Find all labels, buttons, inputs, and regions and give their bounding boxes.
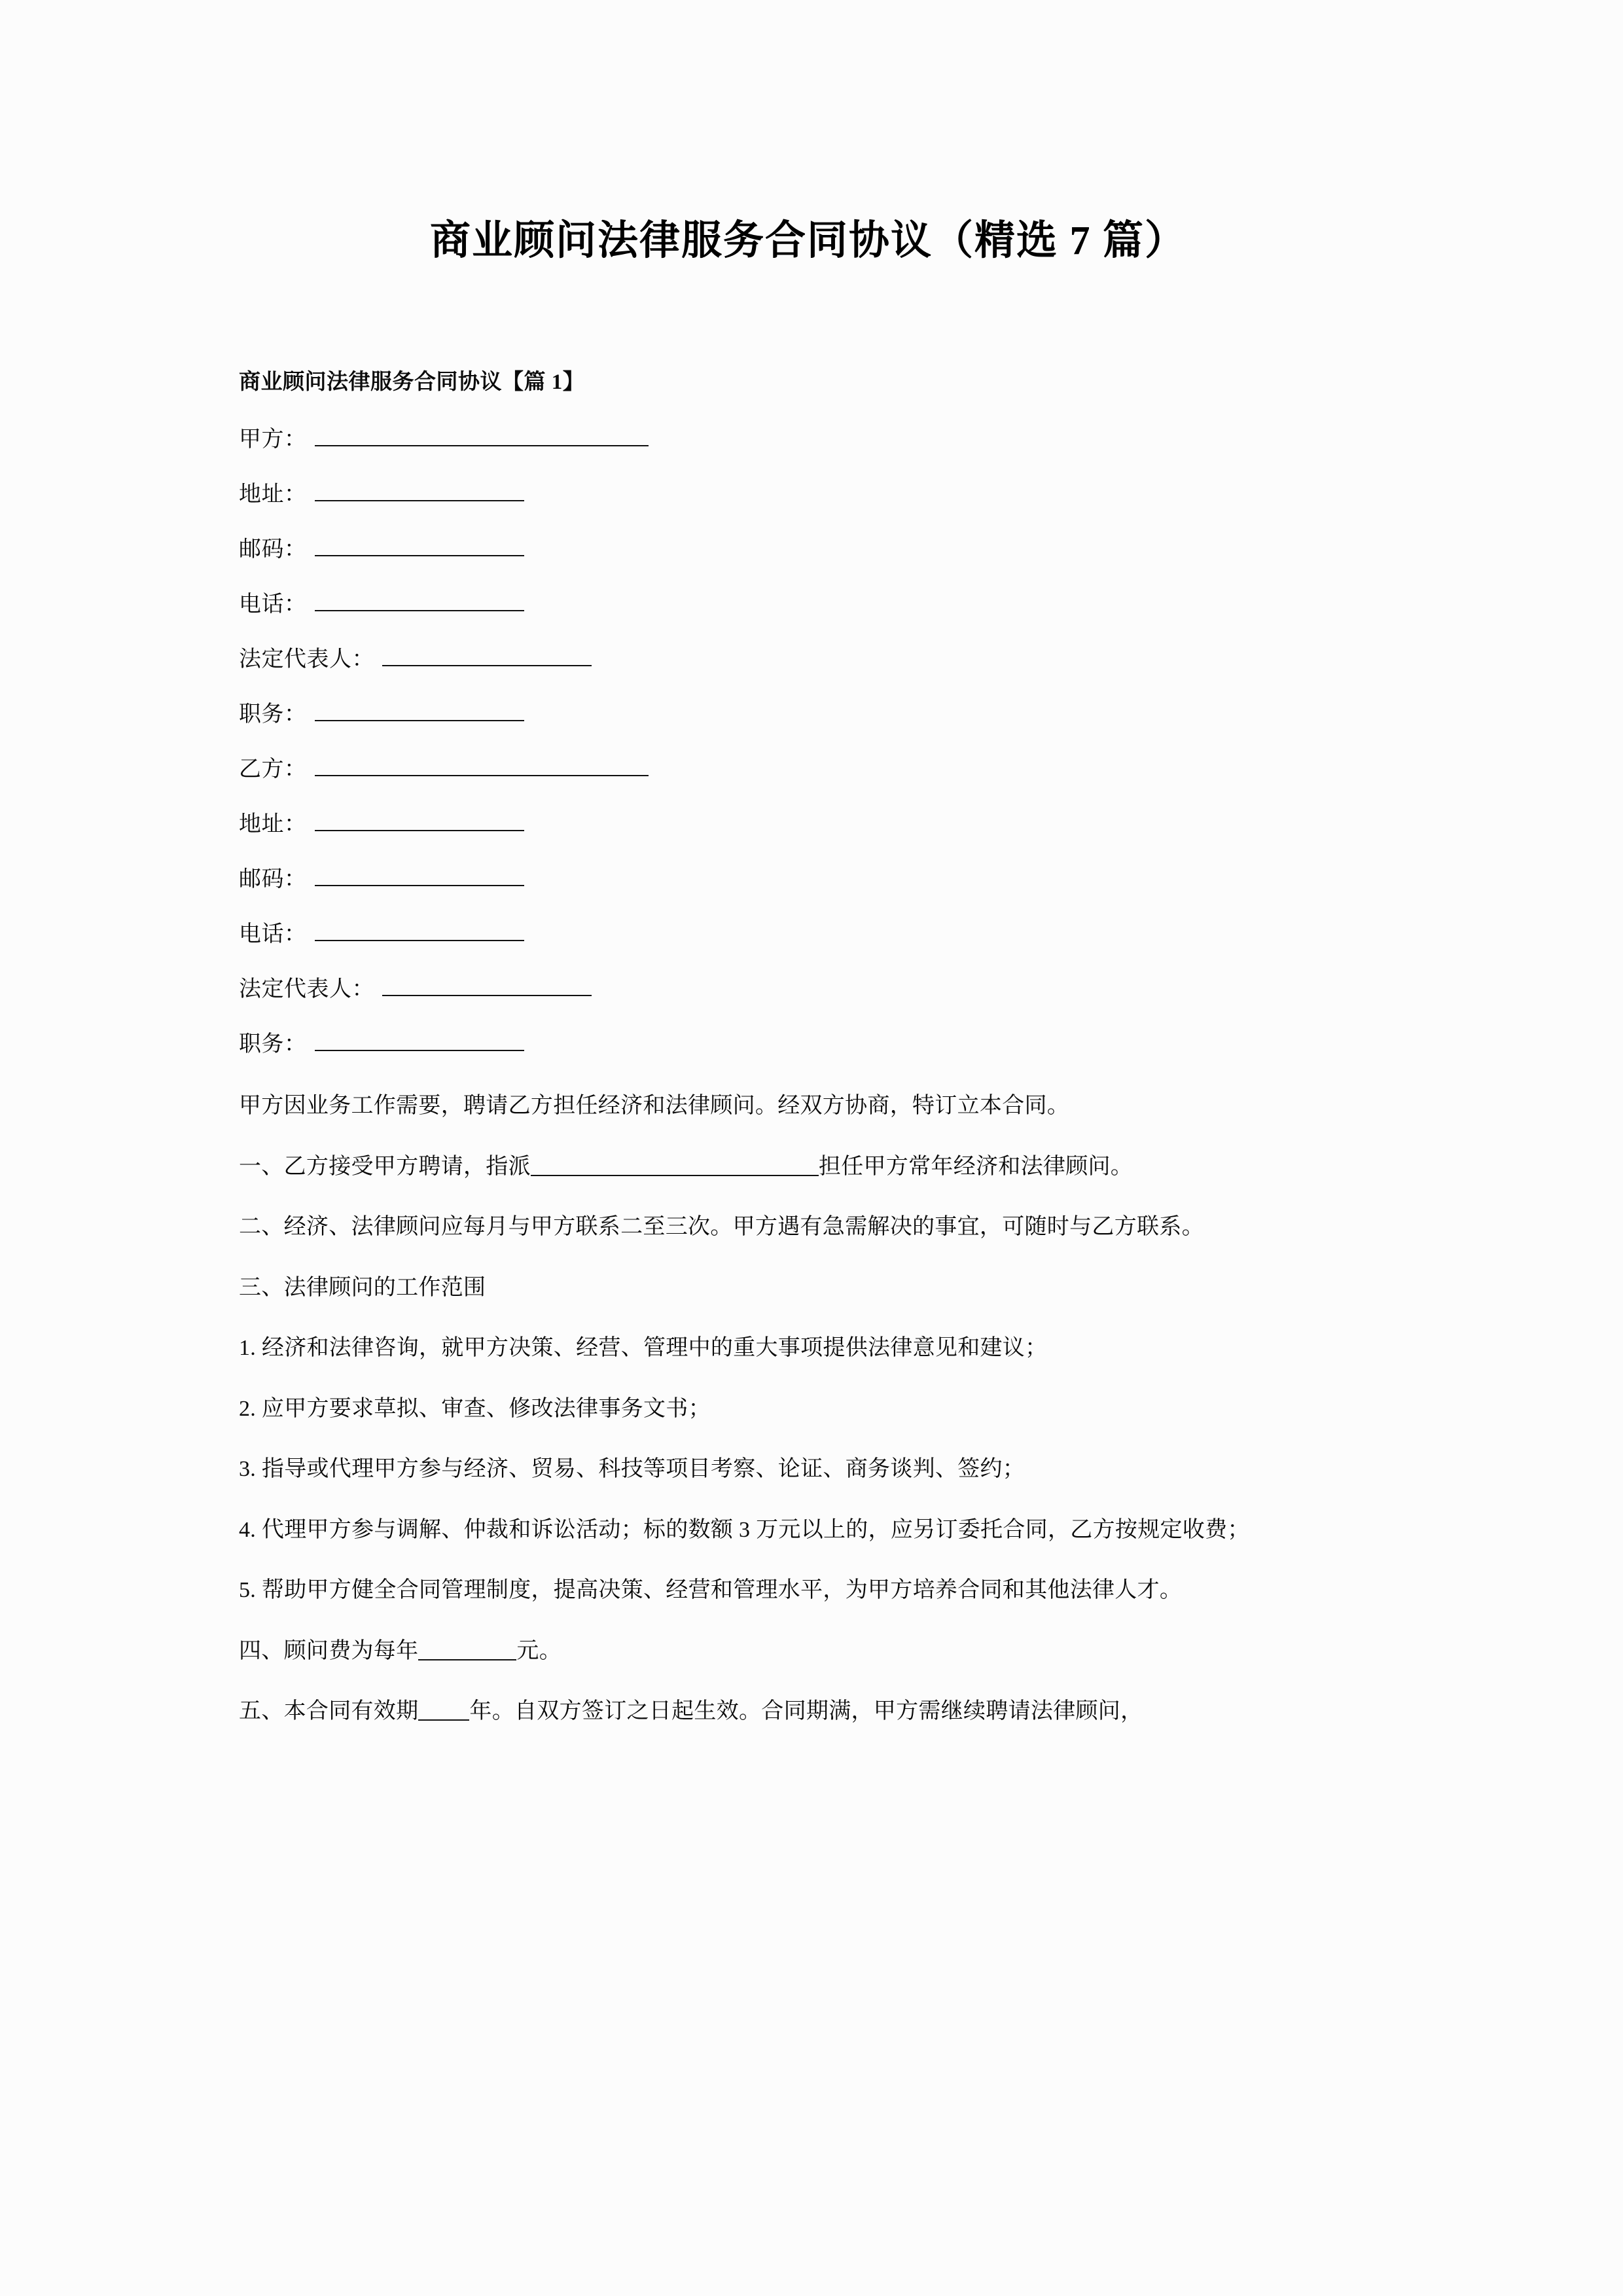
field-row-party-b-phone xyxy=(239,920,1378,946)
scope-item-3: 3. 指导或代理甲方参与经济、贸易、科技等项目考察、论证、商务谈判、签约； xyxy=(239,1457,1026,1482)
scope-item-4: 4. 代理甲方参与调解、仲裁和诉讼活动；标的数额 3 万元以上的，应另订委托合同，乙方按规定收费； xyxy=(239,1517,1250,1542)
field-row-party-b-postcode xyxy=(239,865,1378,891)
document-content xyxy=(239,0,1378,1753)
paragraph-clause-4 xyxy=(239,1632,1378,1670)
field-blank-party-b-phone[interactable] xyxy=(315,920,524,941)
field-row-party-b-legal-rep xyxy=(239,975,1378,1001)
field-blank-party-a-position[interactable] xyxy=(315,700,524,721)
field-label: 地址： xyxy=(239,482,307,507)
paragraph-clause-5 xyxy=(239,1693,1378,1731)
clause-1-blank-consultant-name[interactable] xyxy=(531,1157,819,1176)
field-row-party-a-position xyxy=(239,700,1378,726)
field-label: 职务： xyxy=(239,1032,307,1057)
field-blank-party-b-postcode[interactable] xyxy=(315,865,524,886)
page-title: 商业顾问法律服务合同协议（精选 7 篇） xyxy=(429,219,1186,263)
clause-1-text-after: 担任甲方常年经济和法律顾问。 xyxy=(818,1154,1133,1179)
field-row-party-a-postcode xyxy=(239,535,1378,561)
field-blank-party-a-name[interactable] xyxy=(315,425,649,446)
field-blank-party-a-postcode[interactable] xyxy=(315,535,524,556)
clause-4-blank-annual-fee[interactable] xyxy=(418,1641,516,1660)
field-row-party-a-address xyxy=(239,480,1378,506)
field-blank-party-a-legal-rep[interactable] xyxy=(382,645,592,666)
clause-5-blank-term-years[interactable] xyxy=(418,1701,469,1721)
scope-item-1: 1. 经济和法律咨询，就甲方决策、经营、管理中的重大事项提供法律意见和建议； xyxy=(239,1336,1048,1361)
field-row-party-a-name xyxy=(239,425,1378,451)
field-blank-party-b-position[interactable] xyxy=(315,1030,524,1051)
scope-item-5: 5. 帮助甲方健全合同管理制度，提高决策、经营和管理水平，为甲方培养合同和其他法律人才。 xyxy=(239,1578,1183,1603)
field-blank-party-b-legal-rep[interactable] xyxy=(382,975,592,996)
clause-5-text-before: 五、本合同有效期 xyxy=(239,1698,419,1723)
heading-clause-3: 三、法律顾问的工作范围 xyxy=(239,1275,486,1300)
paragraph-preamble: 甲方因业务工作需要，聘请乙方担任经济和法律顾问。经双方协商，特订立本合同。 xyxy=(239,1094,1070,1119)
field-blank-party-b-name[interactable] xyxy=(315,755,649,776)
clause-1-text-before: 一、乙方接受甲方聘请，指派 xyxy=(239,1154,531,1179)
field-blank-party-a-address[interactable] xyxy=(315,480,524,501)
field-label: 职务： xyxy=(239,702,307,727)
scope-item-2: 2. 应甲方要求草拟、审查、修改法律事务文书； xyxy=(239,1396,711,1421)
clause-5-text-after: 年。自双方签订之日起生效。合同期满，甲方需继续聘请法律顾问， xyxy=(469,1698,1143,1723)
field-label: 地址： xyxy=(239,812,307,837)
clause-4-text-before: 四、顾问费为每年 xyxy=(239,1638,419,1663)
field-row-party-a-phone xyxy=(239,590,1378,616)
clause-4-text-after: 元。 xyxy=(516,1638,562,1663)
paragraph-clause-2: 二、经济、法律顾问应每月与甲方联系二至三次。甲方遇有急需解决的事宜，可随时与乙方联系。 xyxy=(239,1215,1204,1240)
field-label: 甲方： xyxy=(239,427,307,452)
field-blank-party-b-address[interactable] xyxy=(315,810,524,831)
field-label: 邮码： xyxy=(239,537,307,562)
field-row-party-b-address xyxy=(239,810,1378,836)
field-row-party-b-position xyxy=(239,1030,1378,1056)
paragraph-clause-1 xyxy=(239,1148,1378,1186)
field-label: 法定代表人： xyxy=(239,647,374,672)
field-row-party-b-name xyxy=(239,755,1378,781)
party-b-fields xyxy=(239,755,1378,1056)
field-label: 电话： xyxy=(239,592,307,617)
field-label: 法定代表人： xyxy=(239,977,374,1002)
party-a-fields xyxy=(239,425,1378,726)
field-row-party-a-legal-rep xyxy=(239,645,1378,671)
field-label: 乙方： xyxy=(239,757,307,782)
field-label: 邮码： xyxy=(239,867,307,892)
field-label: 电话： xyxy=(239,922,307,947)
field-blank-party-a-phone[interactable] xyxy=(315,590,524,611)
document-subtitle: 商业顾问法律服务合同协议【篇 1】 xyxy=(239,370,585,394)
